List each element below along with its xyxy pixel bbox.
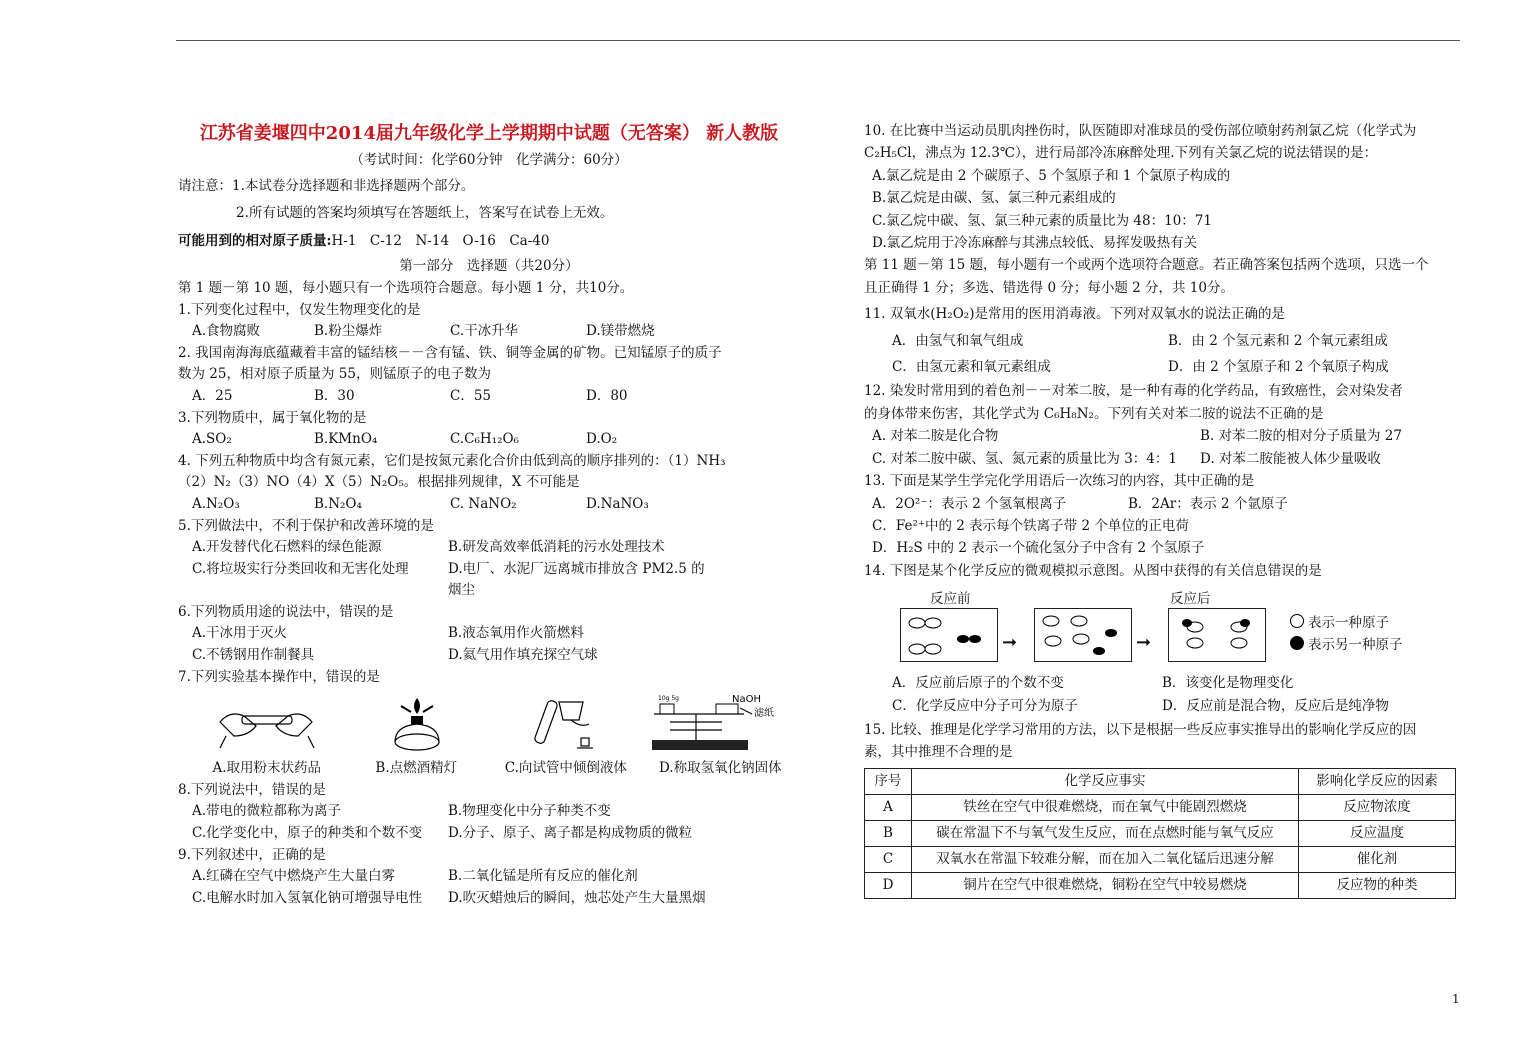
table-header: 序号 — [865, 768, 912, 794]
filled-circle-icon — [1290, 636, 1304, 650]
part1b-note-2: 且正确得 1 分；多选、错选得 0 分；每小题 2 分，共 10分。 — [864, 279, 1234, 296]
before-box — [900, 608, 998, 662]
q2-option-d: D．80 — [586, 387, 628, 404]
q14-option-a: A．反应前后原子的个数不变 — [892, 675, 1064, 692]
weights-label: 10g 5g — [658, 695, 680, 703]
q5-option-c: C.将垃圾实行分类回收和无害化处理 — [192, 560, 409, 577]
q2-options — [178, 386, 800, 408]
table-header: 影响化学反应的因素 — [1299, 768, 1456, 794]
q2-stem: 2. 我国南海海底蕴藏着丰富的锰结核－－含有锰、铁、铜等金属的矿物。已知锰原子的质子 — [178, 344, 722, 361]
q11-option-a: A．由氢气和氧气组成 — [892, 332, 1024, 349]
table-row — [865, 794, 1456, 820]
q5-option-a: A.开发替代化石燃料的绿色能源 — [192, 539, 382, 556]
q13-option-a: A．2O²⁻：表示 2 个氢氧根离子 — [872, 495, 1067, 512]
q12-option-c: C. 对苯二胺中碳、氢、氮元素的质量比为 3：4：1 — [872, 450, 1177, 467]
q9-option-c: C.电解水时加入氢氧化钠可增强导电性 — [192, 889, 423, 906]
q7-caption-d: D.称取氢氧化钠固体 — [658, 760, 782, 777]
q1-option-b: B.粉尘爆炸 — [314, 323, 383, 340]
table-row — [865, 846, 1456, 872]
q7-figure-b — [342, 692, 492, 780]
table-cell: 反应物的种类 — [1299, 872, 1456, 898]
reaction-diagram — [900, 588, 1464, 668]
q12-options-row2 — [864, 448, 1464, 470]
q10-option-a: A.氯乙烷是由 2 个碳原子、5 个氢原子和 1 个氯原子构成的 — [872, 167, 1231, 184]
middle-molecules-icon — [1035, 609, 1131, 661]
q6-options-row1 — [178, 623, 800, 645]
legend-item-open: 表示一种原子 — [1290, 612, 1403, 634]
q7-illustrations — [178, 692, 800, 780]
q8-stem: 8.下列说法中，错误的是 — [178, 781, 326, 798]
table-cell: 催化剂 — [1299, 846, 1456, 872]
q1-options — [178, 321, 800, 343]
page-number: 1 — [1452, 992, 1460, 1006]
q11-options-row2 — [864, 356, 1464, 378]
q4-option-b: B.N₂O₄ — [314, 495, 362, 512]
q4-options — [178, 494, 800, 516]
alcohol-lamp-icon — [361, 692, 471, 754]
q10-stem-2: C₂H₅Cl，沸点为 12.3℃），进行局部冷冻麻醉处理.下列有关氯乙烷的说法错误的是： — [864, 145, 1378, 162]
q11-stem: 11. 双氧水(H₂O₂)是常用的医用消毒液。下列对双氧水的说法正确的是 — [864, 306, 1285, 323]
q8-options-row1 — [178, 801, 800, 823]
q8-option-b: B.物理变化中分子种类不变 — [448, 803, 611, 820]
q14-option-d: D．反应前是混合物，反应后是纯净物 — [1162, 697, 1389, 714]
header-rule — [176, 40, 1460, 41]
part1b-note: 第 11 题－第 15 题，每小题有一个或两个选项符合题意。若正确答案包括两个选项，只选一个 — [864, 257, 1429, 274]
q13-options-row1 — [864, 493, 1464, 515]
q1-option-a: A.食物腐败 — [192, 323, 261, 340]
q13-option-d: D．H₂S 中的 2 表示一个硫化氢分子中含有 2 个氢原子 — [872, 540, 1205, 557]
q14-option-b: B．该变化是物理变化 — [1162, 675, 1294, 692]
q6-option-c: C.不锈钢用作制餐具 — [192, 647, 315, 664]
q9-stem: 9.下列叙述中，正确的是 — [178, 846, 326, 863]
table-cell: C — [865, 846, 912, 872]
q14-options-row2 — [864, 695, 1464, 717]
q5-options-row2 — [178, 559, 800, 602]
notice-2: 2.所有试题的答案均须填写在答题纸上，答案写在试卷上无效。 — [236, 205, 614, 222]
q6-option-d: D.氦气用作填充探空气球 — [448, 647, 598, 664]
q6-options-row2 — [178, 645, 800, 667]
q9-option-a: A.红磷在空气中燃烧产生大量白雾 — [192, 868, 396, 885]
q8-option-c: C.化学变化中，原子的种类和个数不变 — [192, 825, 423, 842]
q8-option-a: A.带电的微粒都称为离子 — [192, 803, 342, 820]
q13-option-b: B．2Ar：表示 2 个氩原子 — [1128, 495, 1288, 512]
table-header-row — [865, 768, 1456, 794]
q3-stem: 3.下列物质中，属于氧化物的是 — [178, 409, 367, 426]
q5-stem: 5.下列做法中，不利于保护和改善环境的是 — [178, 517, 434, 534]
q11-options-row1 — [864, 330, 1464, 352]
q5-options-row1 — [178, 537, 800, 559]
table-cell: 铁丝在空气中很难燃烧，而在氧气中能剧烈燃烧 — [912, 794, 1299, 820]
left-column — [178, 120, 800, 909]
q12-stem: 12. 染发时常用到的着色剂－－对苯二胺，是一种有毒的化学药品，有致癌性，会对染发者 — [864, 383, 1403, 400]
q2-stem-2: 数为 25，相对原子质量为 55，则锰原子的电子数为 — [178, 366, 491, 383]
q14-options-row1 — [864, 672, 1464, 694]
after-molecules-icon — [1169, 609, 1265, 661]
q14-option-c: C．化学反应中分子可分为原子 — [892, 697, 1078, 714]
q5-option-b: B.研发高效率低消耗的污水处理技术 — [448, 539, 665, 556]
table-header: 化学反应事实 — [912, 768, 1299, 794]
right-column — [864, 120, 1464, 899]
q13-option-c: C．Fe²⁺中的 2 表示每个铁离子带 2 个单位的正电荷 — [872, 517, 1189, 534]
q12-options-row1 — [864, 425, 1464, 447]
q7-figure-d — [641, 692, 800, 780]
q4-option-a: A.N₂O₃ — [192, 495, 240, 512]
notice-1: 请注意：1.本试卷分选择题和非选择题两个部分。 — [178, 177, 475, 194]
q6-option-b: B.液态氧用作火箭燃料 — [448, 625, 584, 642]
q1-stem: 1.下列变化过程中，仅发生物理变化的是 — [178, 301, 421, 318]
q10-stem: 10. 在比赛中当运动员肌肉挫伤时，队医随即对准球员的受伤部位喷射药剂氯乙烷（化学式为 — [864, 123, 1417, 139]
q7-caption-c: C.向试管中倾倒液体 — [504, 760, 627, 777]
open-circle-icon — [1290, 614, 1304, 628]
q4-option-d: D.NaNO₃ — [586, 495, 649, 512]
after-label: 反应后 — [1170, 591, 1211, 608]
q3-option-d: D.O₂ — [586, 431, 618, 448]
q2-option-a: A．25 — [192, 387, 233, 404]
q3-options — [178, 429, 800, 451]
q7-caption-a: A.取用粉末状药品 — [212, 760, 322, 777]
q10-option-b: B.氯乙烷是由碳、氢、氯三种元素组成的 — [872, 190, 1116, 207]
q11-option-b: B．由 2 个氢元素和 2 个氧元素组成 — [1168, 332, 1388, 349]
table-row — [865, 820, 1456, 846]
q12-option-b: B. 对苯二胺的相对分子质量为 27 — [1200, 428, 1402, 445]
table-cell: 碳在常温下不与氧气发生反应，而在点燃时能与氧气反应 — [912, 820, 1299, 846]
q7-figure-c — [491, 692, 641, 780]
naoh-label: NaOH — [732, 694, 762, 706]
test-tube-pour-icon — [511, 692, 621, 754]
q3-option-a: A.SO₂ — [192, 431, 232, 448]
q9-option-d: D.吹灭蜡烛后的瞬间，烛芯处产生大量黑烟 — [448, 889, 706, 906]
before-molecules-icon — [901, 609, 997, 661]
atomic-masses: 可能用到的相对原子质量:H-1 C-12 N-14 O-16 Ca-40 — [178, 232, 550, 249]
q13-stem: 13. 下面是某学生学完化学用语后一次练习的内容，其中正确的是 — [864, 473, 1255, 490]
powder-scoop-icon — [212, 692, 322, 754]
q15-table — [864, 768, 1456, 899]
q7-caption-b: B.点燃酒精灯 — [375, 760, 458, 777]
page-title: 江苏省姜堰四中2014届九年级化学上学期期中试题（无答案） 新人教版 — [199, 123, 779, 144]
q6-option-a: A.干冰用于灭火 — [192, 625, 288, 642]
q9-options-row1 — [178, 866, 800, 888]
q4-option-c: C. NaNO₂ — [450, 495, 517, 512]
q11-option-d: D．由 2 个氢原子和 2 个氧原子构成 — [1168, 359, 1389, 376]
q4-stem-2: （2）N₂（3）NO（4）X（5）N₂O₅。根据排列规律，X 不可能是 — [178, 474, 580, 491]
table-cell: A — [865, 794, 912, 820]
q12-stem-2: 的身体带来伤害，其化学式为 C₆H₈N₂。下列有关对苯二胺的说法不正确的是 — [864, 405, 1324, 422]
q8-options-row2 — [178, 823, 800, 845]
q9-option-b: B.二氧化锰是所有反应的催化剂 — [448, 868, 638, 885]
q15-stem: 15. 比较、推理是化学学习常用的方法，以下是根据一些反应事实推导出的影响化学反应的因 — [864, 721, 1417, 738]
q10-option-c: C.氯乙烷中碳、氢、氯三种元素的质量比为 48：10：71 — [872, 212, 1212, 229]
table-cell: 反应物浓度 — [1299, 794, 1456, 820]
q2-option-b: B．30 — [314, 387, 355, 404]
q7-stem: 7.下列实验基本操作中，错误的是 — [178, 668, 380, 685]
legend-item-filled: 表示另一种原子 — [1290, 634, 1403, 656]
q12-option-d: D. 对苯二胺能被人体少量吸收 — [1200, 450, 1381, 467]
arrow-icon: ➞ — [1002, 632, 1018, 654]
q2-option-c: C．55 — [450, 387, 492, 404]
q14-stem: 14. 下图是某个化学反应的微观模拟示意图。从图中获得的有关信息错误的是 — [864, 562, 1322, 579]
table-cell: D — [865, 872, 912, 898]
part1-heading: 第一部分 选择题（共20分） — [399, 258, 579, 275]
q3-option-b: B.KMnO₄ — [314, 431, 378, 448]
diagram-legend — [1290, 612, 1403, 656]
q15-stem-2: 素，其中推理不合理的是 — [864, 744, 1013, 761]
q9-options-row2 — [178, 888, 800, 910]
table-cell: 双氧水在常温下较难分解，而在加入二氧化锰后迅速分解 — [912, 846, 1299, 872]
q1-option-d: D.镁带燃烧 — [586, 323, 655, 340]
exam-info: （考试时间：化学60分钟 化学满分：60分） — [350, 152, 628, 168]
filter-paper-label: 滤纸 — [754, 708, 775, 720]
q8-option-d: D.分子、原子、离子都是构成物质的微粒 — [448, 825, 693, 842]
q5-option-d: D.电厂、水泥厂远离城市排放含 PM2.5 的烟尘 — [448, 560, 705, 599]
balance-scale-icon — [650, 692, 790, 754]
before-label: 反应前 — [930, 591, 971, 608]
part1-note: 第 1 题－第 10 题，每小题只有一个选项符合题意。每小题 1 分，共10分。 — [178, 279, 634, 296]
q1-option-c: C.干冰升华 — [450, 323, 519, 340]
q6-stem: 6.下列物质用途的说法中，错误的是 — [178, 603, 394, 620]
middle-box — [1034, 608, 1132, 662]
table-row — [865, 872, 1456, 898]
q7-figure-a — [192, 692, 342, 780]
q3-option-c: C.C₆H₁₂O₆ — [450, 431, 519, 448]
table-cell: 铜片在空气中很难燃烧，铜粉在空气中较易燃烧 — [912, 872, 1299, 898]
q11-option-c: C．由氢元素和氧元素组成 — [892, 359, 1051, 376]
table-cell: 反应温度 — [1299, 820, 1456, 846]
arrow-icon: ➞ — [1136, 632, 1152, 654]
q12-option-a: A. 对苯二胺是化合物 — [872, 428, 999, 445]
q10-option-d: D.氯乙烷用于冷冻麻醉与其沸点较低、易挥发吸热有关 — [872, 235, 1198, 252]
after-box — [1168, 608, 1266, 662]
q4-stem: 4. 下列五种物质中均含有氮元素，它们是按氮元素化合价由低到高的顺序排列的：（1）NH₃ — [178, 452, 726, 469]
table-cell: B — [865, 820, 912, 846]
